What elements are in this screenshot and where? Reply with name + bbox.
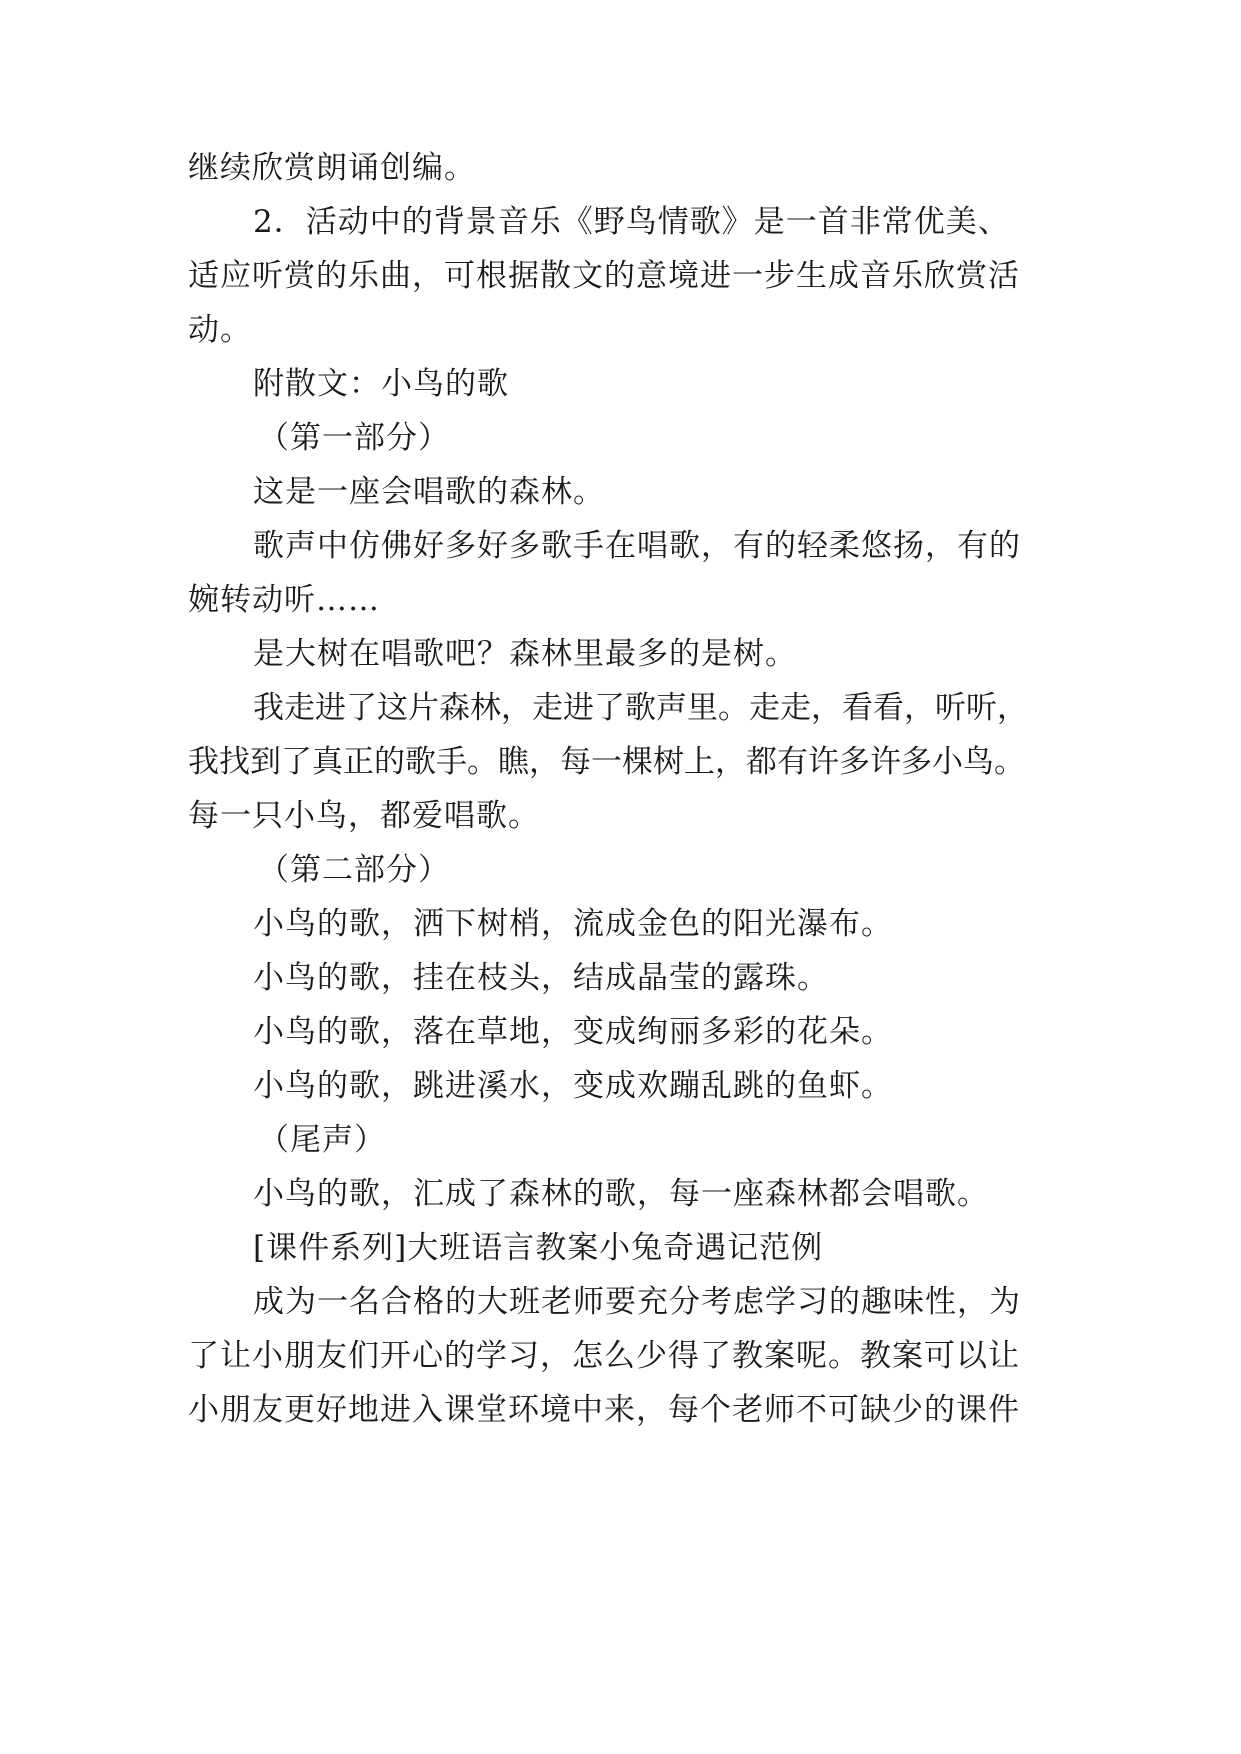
- text-line: 适应听赏的乐曲，可根据散文的意境进一步生成音乐欣赏活: [188, 258, 1020, 294]
- text-line: 小鸟的歌，汇成了森林的歌，每一座森林都会唱歌。: [253, 1176, 989, 1212]
- text-line: 2．活动中的背景音乐《野鸟情歌》是一首非常优美、: [253, 204, 1010, 240]
- text-line: 我找到了真正的歌手。瞧，每一棵树上，都有许多许多小鸟。: [188, 744, 1025, 780]
- text-line: 小鸟的歌，落在草地，变成绚丽多彩的花朵。: [253, 1014, 893, 1050]
- text-line: 动。: [188, 312, 252, 348]
- text-line: 小鸟的歌，跳进溪水，变成欢蹦乱跳的鱼虾。: [253, 1068, 893, 1104]
- text-line: 小朋友更好地进入课堂环境中来，每个老师不可缺少的课件: [188, 1392, 1020, 1428]
- text-line: 这是一座会唱歌的森林。: [253, 474, 605, 510]
- text-line: 继续欣赏朗诵创编。: [188, 150, 476, 186]
- text-line: 每一只小鸟，都爱唱歌。: [188, 798, 540, 834]
- text-line: 是大树在唱歌吧？森林里最多的是树。: [253, 636, 797, 672]
- text-line: 我走进了这片森林，走进了歌声里。走走，看看，听听，: [253, 690, 1028, 726]
- text-line: 附散文：小鸟的歌: [253, 366, 509, 402]
- section-heading: （尾声）: [258, 1122, 386, 1158]
- text-line: 婉转动听……: [188, 582, 380, 618]
- text-line: 小鸟的歌，洒下树梢，流成金色的阳光瀑布。: [253, 906, 893, 942]
- section-heading: （第一部分）: [258, 420, 450, 456]
- section-heading: （第二部分）: [258, 852, 450, 888]
- text-line: 了让小朋友们开心的学习，怎么少得了教案呢。教案可以让: [188, 1338, 1020, 1374]
- article-title: [课件系列]大班语言教案小兔奇遇记范例: [253, 1230, 824, 1266]
- text-line: 小鸟的歌，挂在枝头，结成晶莹的露珠。: [253, 960, 829, 996]
- text-line: 歌声中仿佛好多好多歌手在唱歌，有的轻柔悠扬，有的: [253, 528, 1021, 564]
- text-line: 成为一名合格的大班老师要充分考虑学习的趣味性，为: [253, 1284, 1021, 1320]
